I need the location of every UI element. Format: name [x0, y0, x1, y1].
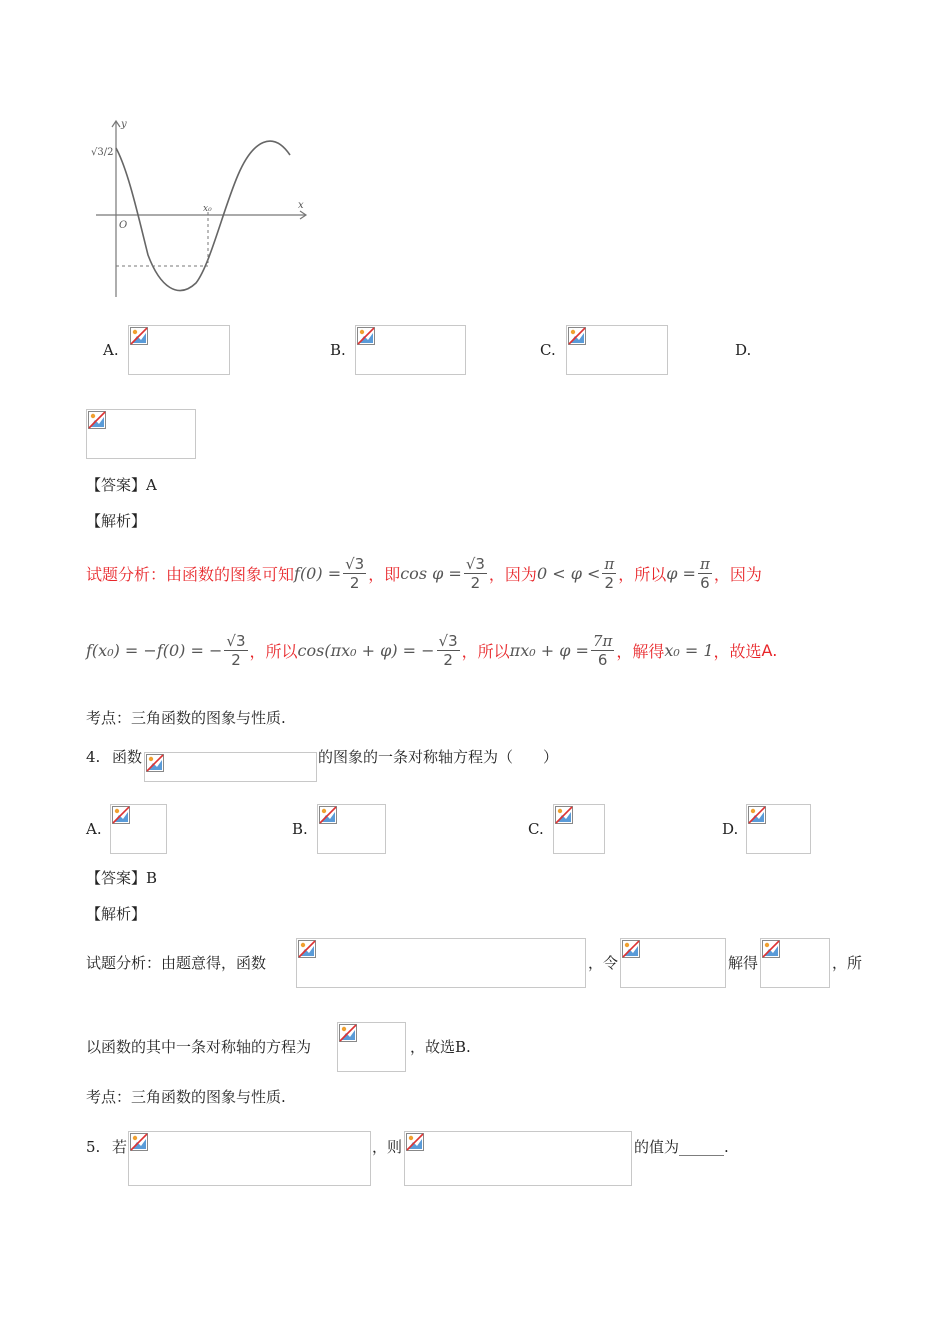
- frac-den: 2: [349, 573, 360, 592]
- broken-image-icon: [112, 806, 130, 824]
- frac-num: √3: [226, 631, 246, 650]
- q4-kaodian: 考点：三角函数的图象与性质.: [86, 1088, 286, 1106]
- fraction-7pi-over-6: [591, 632, 614, 669]
- q3-analysis-line-1: [86, 550, 762, 596]
- q4-analysis-c: 解得: [728, 954, 759, 972]
- q4-analysis-b: ，令: [588, 954, 619, 972]
- broken-image-icon: [555, 806, 573, 824]
- q4-option-a-image: [110, 804, 167, 854]
- q5-expression-image: [404, 1131, 632, 1186]
- fraction-sqrt3-over-2: [343, 555, 366, 592]
- q3-option-a-image: [128, 325, 230, 375]
- frac-num: √3: [465, 554, 485, 573]
- q4-answer: 【答案】B: [86, 869, 158, 887]
- broken-image-icon: [339, 1024, 357, 1042]
- y-tick-label: √3/2: [91, 147, 114, 158]
- frac-num: √3: [438, 631, 458, 650]
- cosine-graph: [88, 115, 318, 305]
- frac-den: 2: [443, 650, 453, 669]
- q3-option-c-image: [566, 325, 668, 375]
- fraction-sqrt3-over-2: [224, 632, 247, 669]
- q4-option-b-image: [317, 804, 386, 854]
- frac-num: √3: [345, 554, 365, 573]
- broken-image-icon: [748, 806, 766, 824]
- q4-stem-a: 函数: [112, 748, 143, 766]
- q4-analysis-axis-image: [337, 1022, 406, 1072]
- broken-image-icon: [130, 1133, 148, 1151]
- analysis-text: ，所以: [249, 641, 298, 661]
- cosine-curve: [116, 141, 290, 290]
- broken-image-icon: [406, 1133, 424, 1151]
- analysis-text: ，所以: [461, 641, 510, 661]
- analysis-text: A.: [761, 640, 778, 660]
- broken-image-icon: [762, 940, 780, 958]
- q3-analysis-label: 【解析】: [86, 512, 147, 530]
- q5-stem-a: 若: [112, 1138, 128, 1156]
- q4-analysis-function-image: [296, 938, 586, 988]
- q4-number: 4.: [86, 748, 101, 766]
- math-phi-eq: φ =: [666, 563, 696, 583]
- q3-kaodian: 考点：三角函数的图象与性质.: [86, 709, 286, 727]
- q4-option-d-label: D.: [722, 820, 739, 838]
- fraction-pi-over-6: [698, 555, 712, 592]
- analysis-text: ，故选: [713, 641, 762, 661]
- broken-image-icon: [298, 940, 316, 958]
- x-axis-label: x: [298, 200, 304, 211]
- q4-option-c-image: [553, 804, 605, 854]
- q3-option-d-label: D.: [735, 341, 752, 359]
- q4-function-image: [144, 752, 317, 782]
- broken-image-icon: [622, 940, 640, 958]
- frac-num: 7π: [592, 631, 613, 650]
- frac-den: 6: [597, 650, 608, 669]
- math-f0: f(0) =: [294, 563, 342, 583]
- q3-option-b-label: B.: [330, 341, 346, 359]
- analysis-text: ，解得: [616, 641, 665, 661]
- analysis-text: ，因为: [713, 564, 762, 584]
- q3-analysis-line-2: [86, 627, 777, 673]
- math-range: 0 < φ <: [536, 563, 601, 583]
- q5-stem-c: 的值为______.: [634, 1138, 729, 1156]
- analysis-text: 试题分析：由函数的图象可知: [86, 564, 295, 584]
- q4-analysis-let-image: [620, 938, 726, 988]
- frac-den: 2: [470, 573, 481, 592]
- q4-option-c-label: C.: [528, 820, 544, 838]
- broken-image-icon: [146, 754, 164, 772]
- fraction-sqrt3-over-2: [437, 632, 460, 669]
- q4-stem-b: 的图象的一条对称轴方程为（ ）: [318, 748, 559, 766]
- analysis-text: ，所以: [618, 564, 667, 584]
- math-cosphi: cos φ =: [400, 563, 462, 583]
- y-axis-label: y: [121, 119, 127, 130]
- q5-number: 5.: [86, 1138, 101, 1156]
- analysis-text: ，因为: [488, 564, 537, 584]
- broken-image-icon: [130, 327, 148, 345]
- q4-analysis-f: ，故选B.: [410, 1038, 471, 1056]
- fraction-sqrt3-over-2: [464, 555, 487, 592]
- math-pix-phi: πx₀ + φ =: [509, 640, 589, 660]
- q3-option-b-image: [355, 325, 466, 375]
- broken-image-icon: [568, 327, 586, 345]
- q3-option-a-label: A.: [103, 341, 119, 359]
- origin-label: O: [119, 220, 128, 231]
- q5-condition-image: [128, 1131, 371, 1186]
- broken-image-icon: [357, 327, 375, 345]
- math-fx0: f(x₀) = −f(0) = −: [86, 640, 223, 660]
- q4-analysis-solve-image: [760, 938, 830, 988]
- frac-den: 6: [700, 573, 710, 592]
- broken-image-icon: [88, 411, 106, 429]
- fraction-pi-over-2: [602, 555, 616, 592]
- q3-answer: 【答案】A: [86, 476, 157, 494]
- q4-option-a-label: A.: [86, 820, 102, 838]
- q4-analysis-a: 试题分析：由题意得，函数: [86, 954, 267, 972]
- math-x0-eq: x₀ = 1: [664, 640, 714, 660]
- q5-stem-b: ，则: [372, 1138, 403, 1156]
- q4-option-d-image: [746, 804, 811, 854]
- frac-den: 2: [231, 650, 241, 669]
- q4-analysis-label: 【解析】: [86, 905, 147, 923]
- frac-num: π: [699, 554, 710, 573]
- math-cos-expr: cos(πx₀ + φ) = −: [297, 640, 435, 660]
- frac-den: 2: [604, 573, 615, 592]
- q3-option-d-image: [86, 409, 196, 459]
- x0-label: x₀: [203, 204, 212, 214]
- q4-option-b-label: B.: [292, 820, 308, 838]
- q4-analysis-e: 以函数的其中一条对称轴的方程为: [86, 1038, 312, 1056]
- analysis-text: ，即: [368, 564, 401, 584]
- q4-analysis-d: ，所: [832, 954, 863, 972]
- broken-image-icon: [319, 806, 337, 824]
- frac-num: π: [604, 554, 615, 573]
- q3-option-c-label: C.: [540, 341, 556, 359]
